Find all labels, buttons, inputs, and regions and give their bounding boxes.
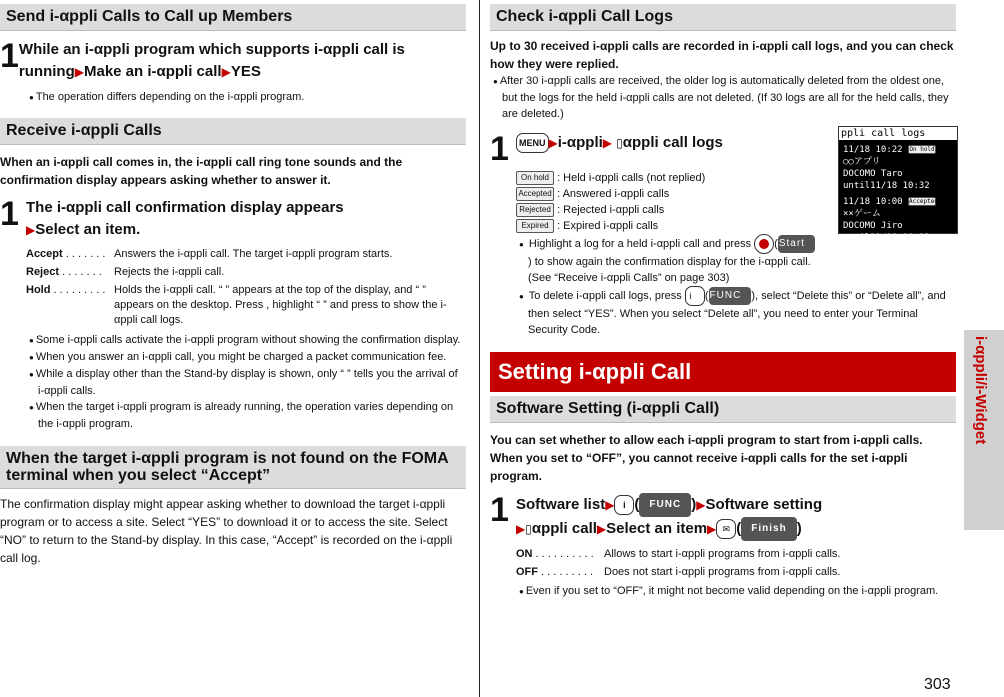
step-text-b: Make an i-αppli call <box>83 63 222 80</box>
entry-from: DOCOMO Taro <box>843 169 903 179</box>
section-header-receive: Receive i-αppli Calls <box>0 118 466 145</box>
legend-text: : Rejected i-αppli calls <box>557 204 665 216</box>
legend-text: : Answered i-αppli calls <box>557 188 670 200</box>
section-header-software-setting: Software Setting (i-αppli Call) <box>490 396 956 423</box>
step-text <box>516 132 723 166</box>
step-number: 1 <box>0 195 19 233</box>
func-softkey-icon: FUNC <box>709 287 752 305</box>
check-logs-intro: Up to 30 received i-αppli calls are recorded in i-αppli call logs, and you can check how they were replied. <box>490 39 954 71</box>
step-number: 1 <box>490 130 509 168</box>
option-dots: . . . . . . . . . <box>538 566 594 578</box>
arrow-icon: ▶ <box>602 136 613 150</box>
arrow-icon: ▶ <box>696 497 706 512</box>
step-text-b: Software setting <box>705 495 823 513</box>
step-text-c: YES <box>230 63 261 80</box>
option-term: Reject <box>26 266 60 278</box>
legend-row <box>516 186 816 202</box>
bullet-item: ● While a display other than the Stand-by display is shown, only “ ” tells you the arrival of i-αppli calls. <box>26 366 466 399</box>
appli-glyph-icon: ▯ <box>616 136 623 150</box>
step-software-setting <box>490 493 956 541</box>
receive-intro: When an i-αppli call comes in, the i-αppli call ring tone sounds and the confirmation display appears asking whether to answer it. <box>0 155 403 187</box>
bullet-item: ● After 30 i-αppli calls are received, the older log is automatically deleted from the oldest one, but the logs for the held i-αppli calls are not deleted. (If 30 logs are all for the held calls, they are deleted.) <box>490 73 956 122</box>
menu-key-icon: MENU <box>516 133 549 153</box>
entry-time: 11/18 10:22 <box>843 145 903 155</box>
appli-glyph-icon: ▯ <box>525 521 532 536</box>
accepted-icon: Accepted <box>516 187 554 201</box>
entry-from: DOCOMO Jiro <box>843 221 903 231</box>
step-receive <box>0 197 466 241</box>
step-text-a: i-αppli <box>557 134 603 151</box>
iappli-key-icon: i <box>685 286 705 306</box>
expired-icon: Expired <box>516 219 554 233</box>
option-desc: Holds the i-αppli call. “ ” appears at the top of the display, and “ ” appears on the desktop. Press , highlight “ ” and press to show the i-αppli call logs. <box>114 284 447 326</box>
option-desc: Allows to start i-αppli programs from i-αppli calls. <box>604 548 841 560</box>
on-hold-icon: On hold <box>516 171 554 185</box>
center-key-icon <box>754 234 774 254</box>
legend-row <box>516 218 816 234</box>
iappli-key-icon: i <box>614 495 634 515</box>
section-header-not-found: When the target i-αppli program is not found on the FOMA terminal when you select “Accept” <box>0 446 466 489</box>
bullet-item: ● Even if you set to “OFF”, it might not become valid depending on the i-αppli program. <box>516 583 956 600</box>
option-term: OFF <box>516 566 538 578</box>
legend-row <box>516 202 816 218</box>
legend-text: : Expired i-αppli calls <box>557 220 659 232</box>
option-dots: . . . . . . . <box>59 266 102 278</box>
software-setting-intro: You can set whether to allow each i-αppli program to start from i-αppli calls. When you set to “OFF”, you cannot receive i-αppli calls for the set i-αppli program. <box>490 433 923 483</box>
section-header-send: Send i-αppli Calls to Call up Members <box>0 4 466 31</box>
bullet-item: ● To delete i-αppli call logs, press i (FUNC ), select “Delete this” or “Delete all”, and then select “YES”. When you select “Delete all”, you need to enter your Terminal Security Code. <box>516 286 956 338</box>
option-term: Accept <box>26 248 63 260</box>
software-setting-options <box>516 547 956 580</box>
finish-softkey-icon: Finish <box>741 517 796 541</box>
option-term: Hold <box>26 284 51 296</box>
rejected-icon: Rejected <box>516 203 554 217</box>
bullet-item: ● When you answer an i-αppli call, you might be charged a packet communication fee. <box>26 349 466 366</box>
step-text <box>26 197 344 241</box>
option-desc: Does not start i-αppli programs from i-αppli calls. <box>604 566 841 578</box>
accepted-icon: Accepted <box>909 198 938 205</box>
left-column <box>0 0 466 567</box>
option-desc: Rejects the i-αppli call. <box>114 266 225 278</box>
bullet-text-b: to show again the confirmation display for the i-αppli call. (See “Receive i-αppli Calls” on page 303) <box>528 256 811 284</box>
step-text-b: αppli call logs <box>622 134 723 151</box>
entry-time: 11/18 10:00 <box>843 197 903 207</box>
side-tab <box>964 330 1004 530</box>
bullet-text-a: To delete i-αppli call logs, press <box>528 289 682 302</box>
step-text <box>19 39 466 83</box>
entry-until: until11/18 10:02 <box>843 233 930 243</box>
section-title-setting: Setting i-αppli Call <box>490 352 956 392</box>
step-text-d: Select an item <box>606 519 708 537</box>
mail-key-icon: ✉ <box>716 519 736 539</box>
arrow-icon: ▶ <box>516 521 526 536</box>
step-text-a: The i-αppli call confirmation display appears <box>26 199 344 216</box>
arrow-icon: ▶ <box>74 65 84 79</box>
option-hold <box>26 283 466 328</box>
receive-bullets <box>0 332 466 432</box>
option-dots: . . . . . . . . . <box>50 284 106 296</box>
log-legend <box>516 170 816 234</box>
option-dots: . . . . . . . <box>62 248 106 260</box>
bullet-item: ● When the target i-αppli program is already running, the operation varies depending on the i-αppli program. <box>26 399 466 432</box>
entry-until: until11/18 10:32 <box>843 181 930 191</box>
arrow-icon: ▶ <box>26 223 36 237</box>
option-accept <box>26 247 466 262</box>
right-column <box>490 0 956 600</box>
option-term: ON <box>516 548 533 560</box>
step-text: Software list▶ i ( FUNC )▶Software setting ▶▯αppli call▶Select an item▶ ✉ ( Finish ) <box>516 493 822 541</box>
page-number: 303 <box>924 676 951 693</box>
option-on <box>516 547 956 562</box>
arrow-icon: ▶ <box>707 521 717 536</box>
arrow-icon: ▶ <box>596 521 607 536</box>
step-text-a: While an i-αppli program which supports i-αppli call is running <box>18 41 405 80</box>
legend-text: : Held i-αppli calls (not replied) <box>557 172 706 184</box>
func-softkey-icon: FUNC <box>639 493 691 517</box>
column-divider <box>479 0 480 697</box>
arrow-icon: ▶ <box>605 497 615 512</box>
not-found-body: The confirmation display might appear asking whether to download the target i-αppli program or to access a site. Select “YES” to download it or to access the site. Select “NO” to return to the Stand-by display. In this case, “Accept” is recorded on the i-αppli call log. <box>0 497 453 565</box>
phone-title: ppli call logs <box>839 127 957 140</box>
section-header-check-logs: Check i-αppli Call Logs <box>490 4 956 31</box>
legend-row <box>516 170 816 186</box>
entry-app-name: ○○アプリ <box>843 157 881 167</box>
step-text-c: αppli call <box>531 519 597 537</box>
on-hold-icon: On hold <box>909 146 935 153</box>
receive-options <box>26 247 466 328</box>
side-tab-label: i-αppli/i-Widget <box>972 336 989 445</box>
bullet-item: ● Highlight a log for a held i-αppli call and press (Start) to show again the confirmation display for the i-αppli call. (See “Receive i-αppli Calls” on page 303) <box>516 234 816 286</box>
step-number: 1 <box>0 37 19 75</box>
entry-app-name: ××ゲーム <box>843 209 881 219</box>
option-dots: . . . . . . . . . . <box>532 548 594 560</box>
bullet-text-a: Highlight a log for a held i-αppli call and press <box>528 237 752 250</box>
bullet-item: ● The operation differs depending on the i-αppli program. <box>26 89 466 106</box>
bullet-item: ● Some i-αppli calls activate the i-αppli program without showing the confirmation display. <box>26 332 466 349</box>
start-softkey-icon: Start <box>778 235 815 253</box>
phone-screen <box>838 126 958 243</box>
option-reject <box>26 265 466 280</box>
option-desc: Answers the i-αppli call. The target i-αppli program starts. <box>114 248 393 260</box>
step-number: 1 <box>490 491 509 529</box>
bullet-text-b: , select “Delete this” or “Delete all”, and then select “YES”. When you select “Delete all”, you need to enter your Terminal Security Code. <box>528 289 946 336</box>
phone-log-entry <box>839 196 957 244</box>
step-send <box>0 39 466 83</box>
step-text-a: Software list <box>516 495 606 513</box>
phone-log-entry <box>839 144 957 192</box>
arrow-icon: ▶ <box>221 65 231 79</box>
arrow-icon: ▶ <box>548 136 558 150</box>
option-off <box>516 565 956 580</box>
step-text-b: Select an item. <box>35 221 141 238</box>
